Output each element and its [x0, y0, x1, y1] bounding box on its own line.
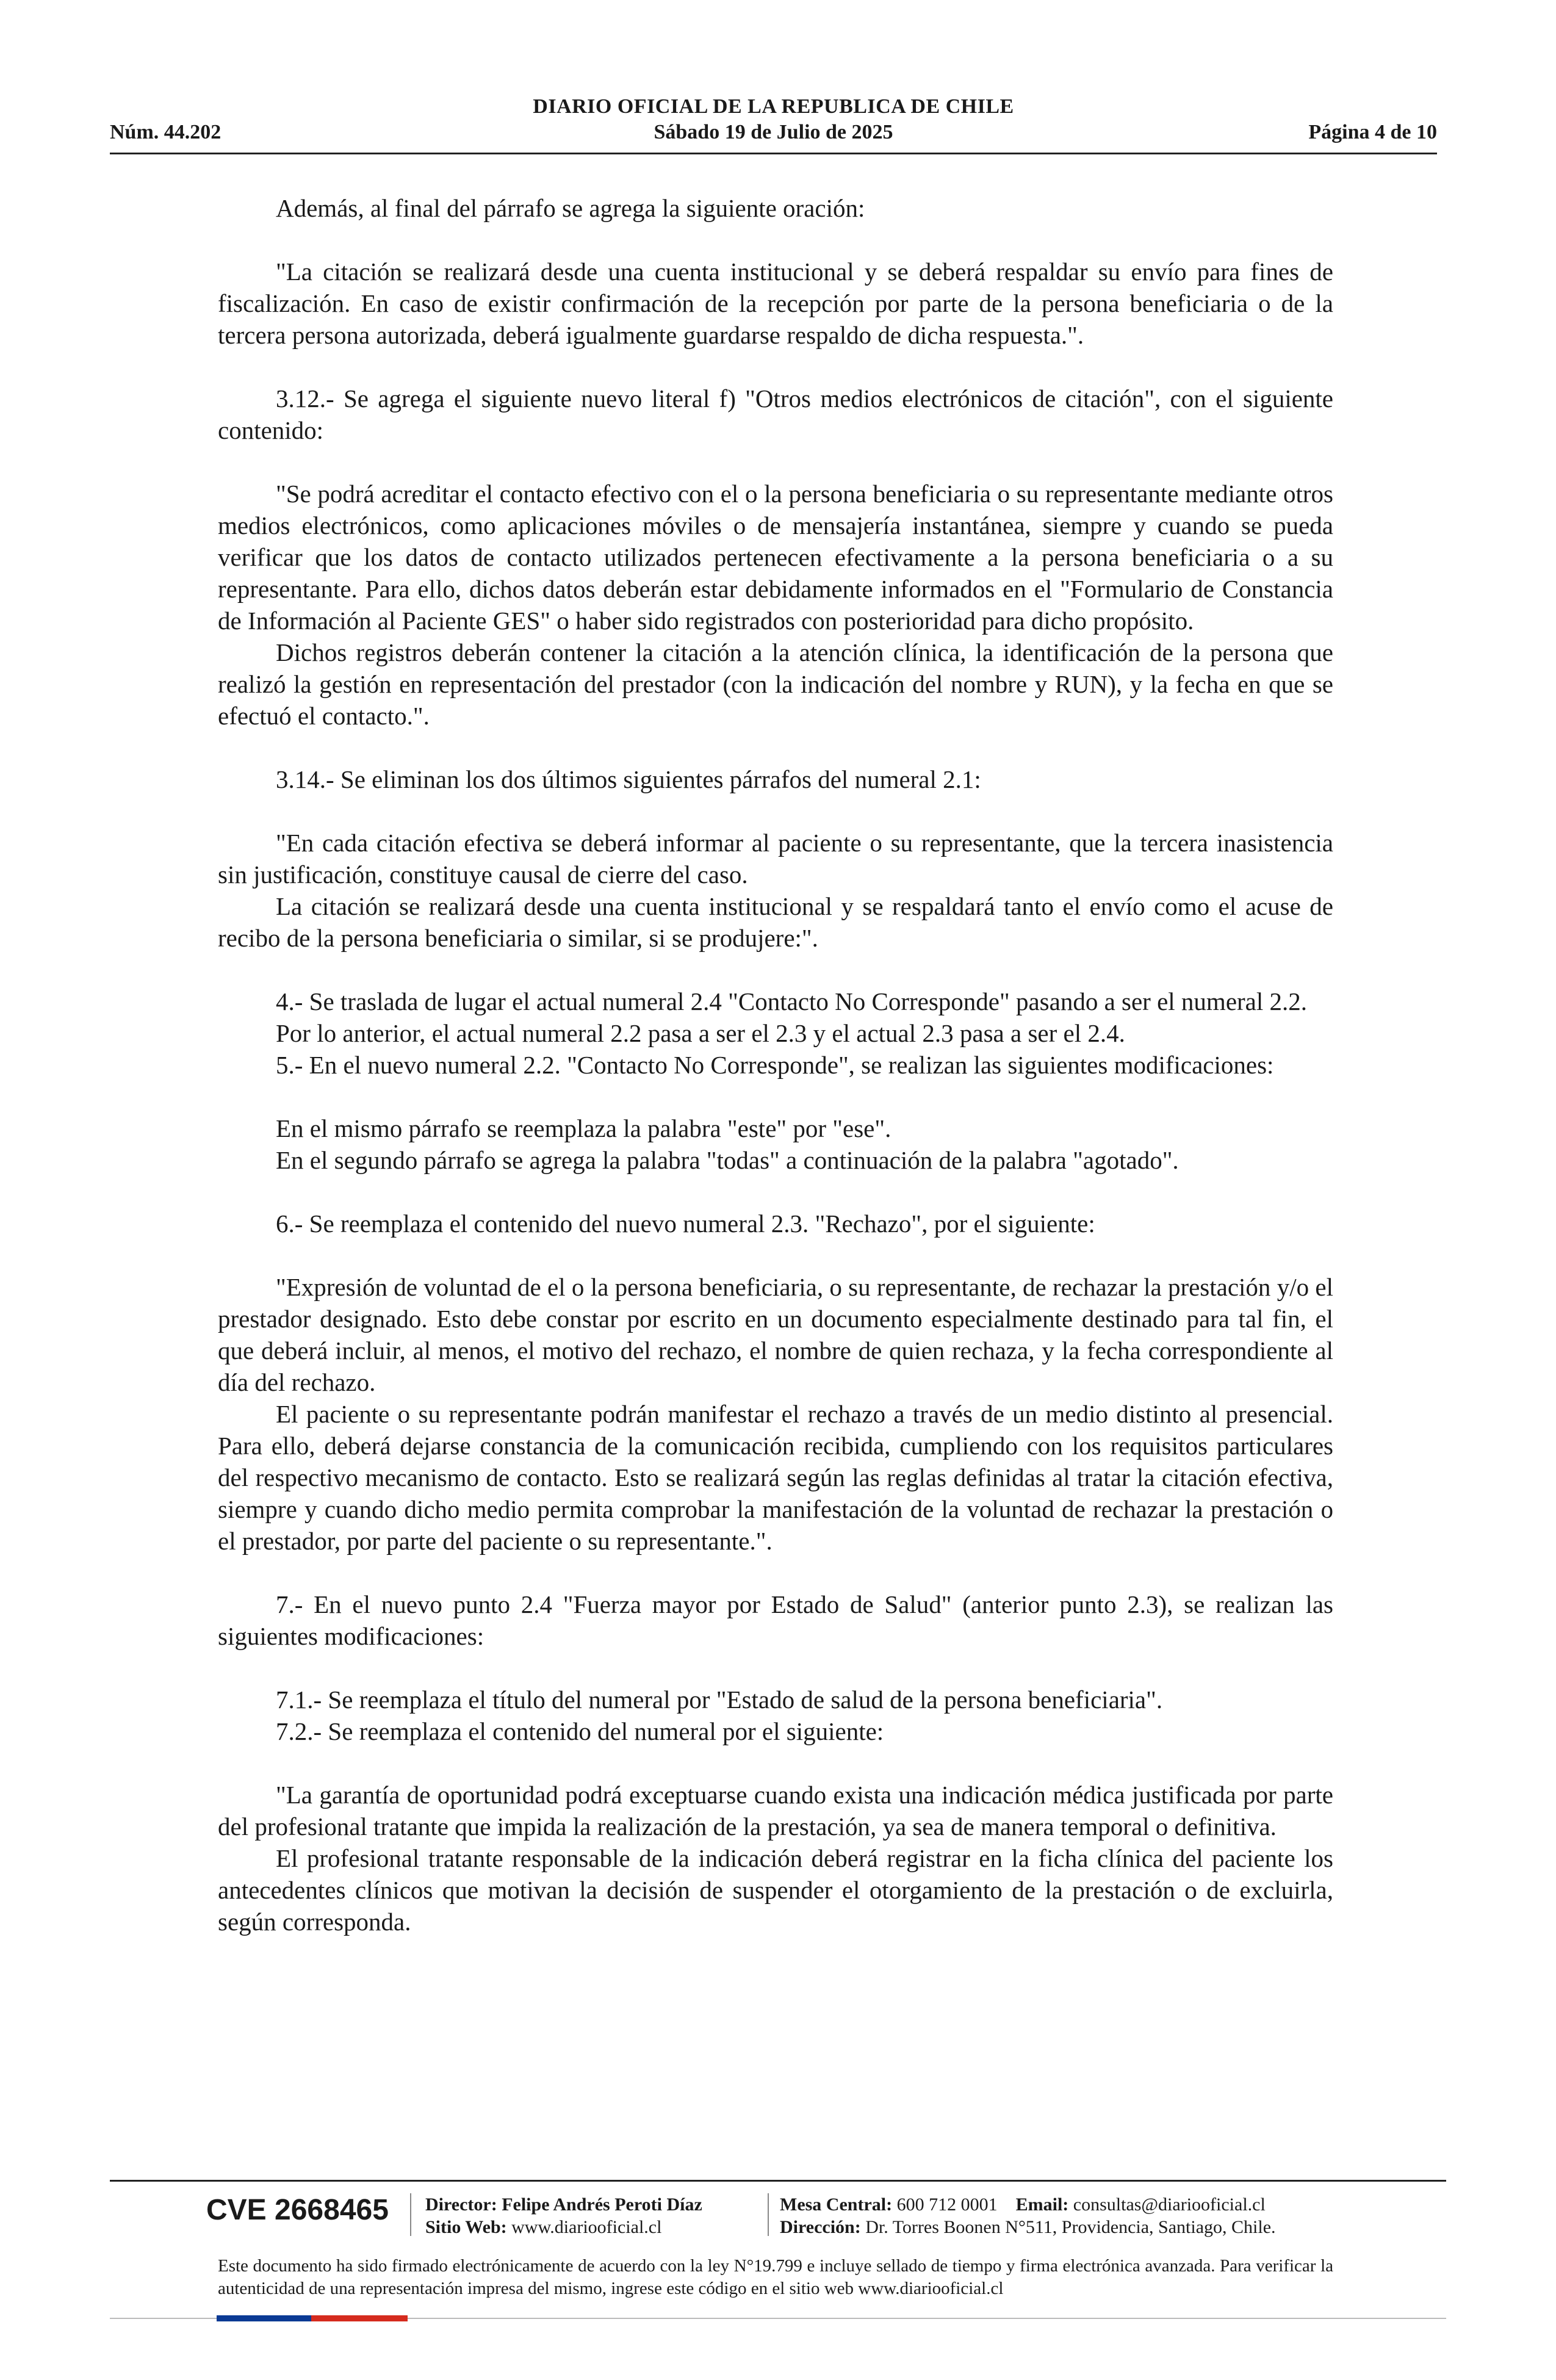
director-label: Director:	[425, 2194, 497, 2215]
paragraph: "Se podrá acreditar el contacto efectivo con el o la persona beneficiaria o su representante mediante otros medios electrónicos, como aplicaciones móviles o de mensajería instantánea, siempre y cuando se pueda verificar que los datos de contacto utilizados pertenecen efectivamente a la persona beneficiaria o a su representante. Para ello, dichos datos deberán estar debidamente informados en el "Formulario de Constancia de Información al Paciente GES" o haber sido registrados con posterioridad para dicho propósito.	[218, 480, 1333, 635]
document-body	[218, 192, 1333, 1938]
paragraph: En el mismo párrafo se reemplaza la palabra "este" por "ese".	[276, 1114, 891, 1142]
paragraph: Por lo anterior, el actual numeral 2.2 pasa a ser el 2.3 y el actual 2.3 pasa a ser el 2.4.	[276, 1019, 1125, 1047]
email-label: Email:	[1015, 2194, 1069, 2215]
footer-director-block	[425, 2193, 702, 2238]
phone-number: 600 712 0001	[896, 2194, 998, 2215]
paragraph: 5.- En el nuevo numeral 2.2. "Contacto No Corresponde", se realizan las siguientes modificaciones:	[276, 1051, 1274, 1079]
paragraph: El profesional tratante responsable de la indicación deberá registrar en la ficha clínica del paciente los antecedentes clínicos que motivan la decisión de suspender el otorgamiento de la prestación o de excluirla, según corresponda.	[218, 1844, 1333, 1936]
page-header	[110, 92, 1437, 154]
flag-stripe-red	[311, 2315, 408, 2321]
cve-code: CVE 2668465	[206, 2194, 389, 2226]
website-link[interactable]: www.diariooficial.cl	[511, 2217, 662, 2237]
website-label: Sitio Web:	[425, 2217, 507, 2237]
issue-number: Núm. 44.202	[110, 121, 222, 143]
paragraph: 6.- Se reemplaza el contenido del nuevo numeral 2.3. "Rechazo", por el siguiente:	[276, 1210, 1095, 1238]
address-label: Dirección:	[780, 2217, 861, 2237]
footer-separator	[410, 2193, 411, 2236]
paragraph: 7.- En el nuevo punto 2.4 "Fuerza mayor por Estado de Salud" (anterior punto 2.3), se realizan las siguientes modificaciones:	[218, 1590, 1333, 1650]
paragraph: 3.12.- Se agrega el siguiente nuevo literal f) "Otros medios electrónicos de citación", con el siguiente contenido:	[218, 384, 1333, 444]
legal-notice: Este documento ha sido firmado electrónicamente de acuerdo con la ley N°19.799 e incluye sellado de tiempo y firma electrónica avanzada. Para verificar la autenticidad de una representación impresa del mismo, ingrese este código en el sitio web www.diariooficial.cl	[218, 2256, 1333, 2298]
paragraph: "La citación se realizará desde una cuenta institucional y se deberá respaldar su envío para fines de fiscalización. En caso de existir confirmación de la recepción por parte de la persona beneficiaria o de la tercera persona autorizada, deberá igualmente guardarse respaldo de dicha respuesta.".	[218, 258, 1333, 349]
phone-label: Mesa Central:	[780, 2194, 893, 2215]
flag-stripe-blue	[217, 2315, 311, 2321]
footer-separator	[768, 2193, 769, 2236]
paragraph: El paciente o su representante podrán manifestar el rechazo a través de un medio distinto al presencial. Para ello, deberá dejarse constancia de la comunicación recibida, cumpliendo con los requisitos particulares del respectivo mecanismo de contacto. Esto se realizará según las reglas definidas al tratar la citación efectiva, siempre y cuando dicho medio permita comprobar la manifestación de la voluntad de rechazar la prestación o el prestador, por parte del paciente o su representante.".	[218, 1400, 1333, 1555]
paragraph: 4.- Se traslada de lugar el actual numeral 2.4 "Contacto No Corresponde" pasando a ser el numeral 2.2.	[276, 987, 1308, 1015]
paragraph: 7.2.- Se reemplaza el contenido del numeral por el siguiente:	[276, 1717, 884, 1745]
footer-divider	[110, 2180, 1446, 2182]
paragraph: "En cada citación efectiva se deberá informar al paciente o su representante, que la tercera inasistencia sin justificación, constituye causal de cierre del caso.	[218, 829, 1333, 889]
page-number: Página 4 de 10	[1308, 121, 1437, 143]
paragraph: "Expresión de voluntad de el o la persona beneficiaria, o su representante, de rechazar la prestación y/o el prestador designado. Esto debe constar por escrito en un documento especialmente destinado para tal fin, el que deberá incluir, al menos, el motivo del rechazo, el nombre de quien rechaza, y la fecha correspondiente al día del rechazo.	[218, 1273, 1333, 1396]
paragraph: En el segundo párrafo se agrega la palabra "todas" a continuación de la palabra "agotado".	[276, 1146, 1179, 1174]
paragraph: Además, al final del párrafo se agrega la siguiente oración:	[276, 194, 865, 222]
gazette-title: DIARIO OFICIAL DE LA REPUBLICA DE CHILE	[533, 95, 1014, 118]
paragraph: 7.1.- Se reemplaza el título del numeral por "Estado de salud de la persona beneficiaria".	[276, 1686, 1163, 1714]
paragraph: La citación se realizará desde una cuenta institucional y se respaldará tanto el envío como el acuse de recibo de la persona beneficiaria o similar, si se produjere:".	[218, 892, 1333, 952]
paragraph: Dichos registros deberán contener la citación a la atención clínica, la identificación de la persona que realizó la gestión en representación del prestador (con la indicación del nombre y RUN), y la fecha en que se efectuó el contacto.".	[218, 638, 1333, 730]
paragraph: "La garantía de oportunidad podrá exceptuarse cuando exista una indicación médica justificada por parte del profesional tratante que impida la realización de la prestación, ya sea de manera temporal o definitiva.	[218, 1781, 1333, 1841]
footer-contact-block	[780, 2193, 1276, 2238]
issue-date: Sábado 19 de Julio de 2025	[654, 121, 893, 143]
paragraph: 3.14.- Se eliminan los dos últimos siguientes párrafos del numeral 2.1:	[276, 765, 981, 793]
address-text: Dr. Torres Boonen N°511, Providencia, Santiago, Chile.	[865, 2217, 1276, 2237]
director-name: Felipe Andrés Peroti Díaz	[502, 2194, 702, 2215]
email-link[interactable]: consultas@diariooficial.cl	[1073, 2194, 1266, 2215]
